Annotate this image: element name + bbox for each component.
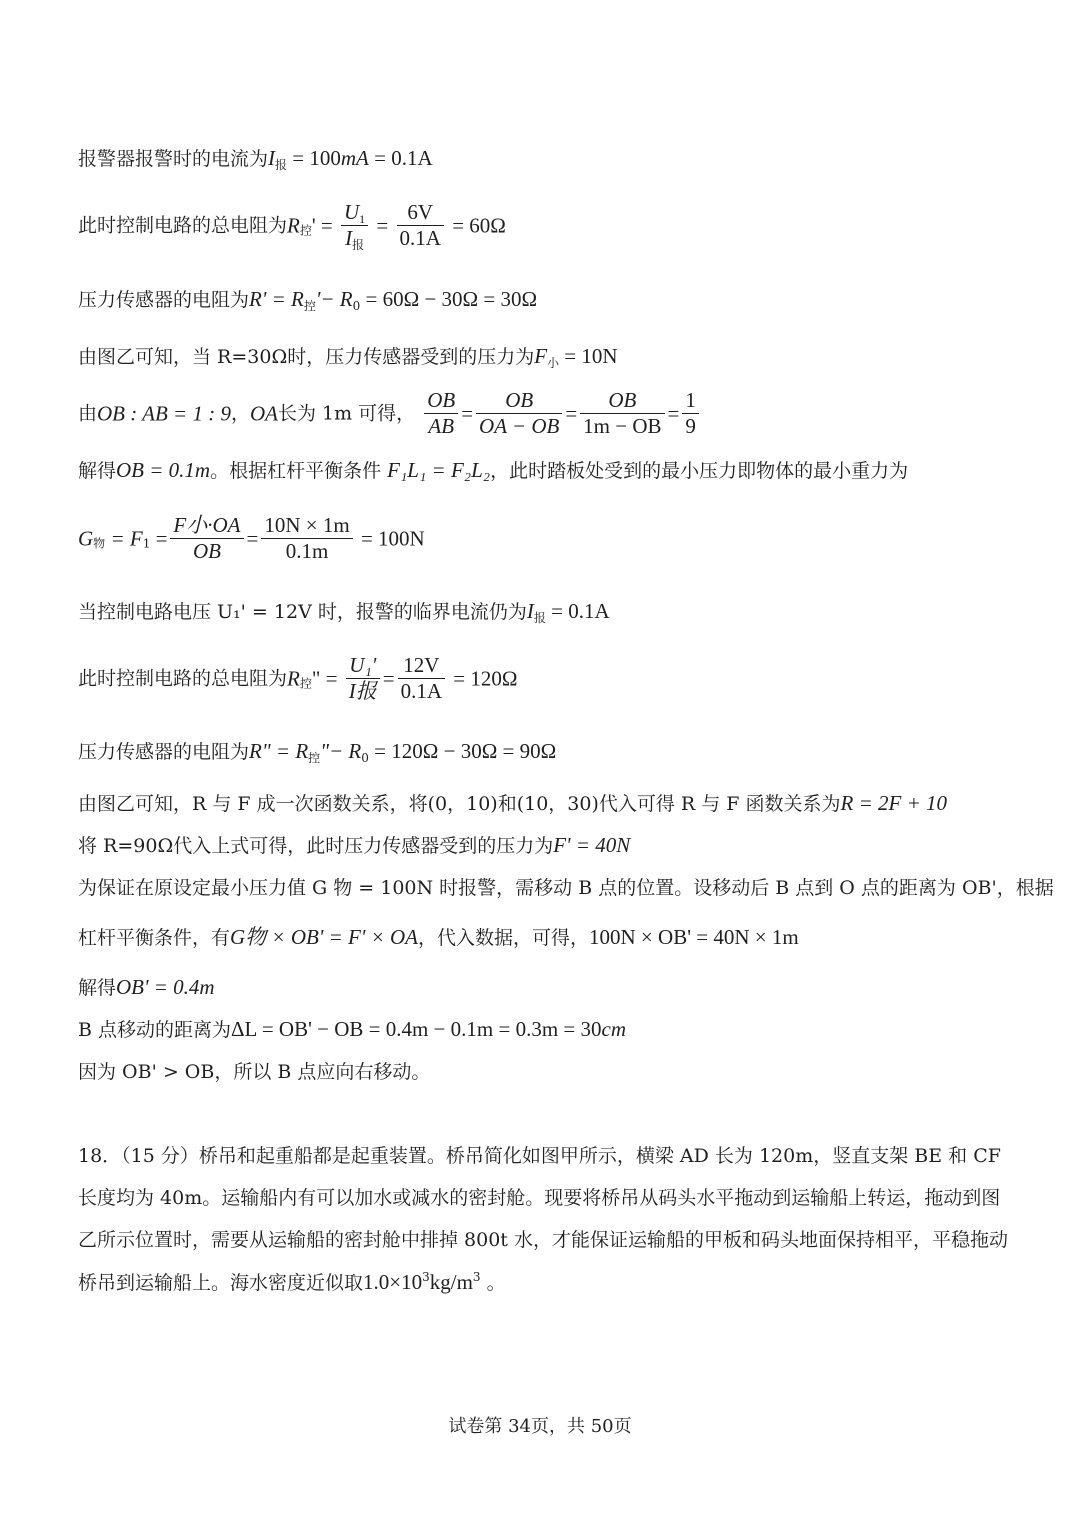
line-pressure-40n: 将 R=90Ω代入上式可得，此时压力传感器受到的压力为F' = 40N <box>78 833 631 857</box>
fraction-1-9: $\frac{1}{9}$ <box>682 388 699 439</box>
text: 报警器报警时的电流为 <box>78 148 269 170</box>
line-total-resistance-1: 此时控制电路的总电阻为$R_控'$ = $\frac{U_1}{I_报}$ = $\frac{6V}{0.1A}$ = 60Ω <box>78 200 506 252</box>
fraction-6v-over-0.1a: $\frac{6V}{0.1A}$ <box>397 200 444 251</box>
line-move-distance: B 点移动的距离为ΔL = OB' − OB = 0.4m − 0.1m = 0.3m = 30cm <box>78 1017 627 1041</box>
line-lever-substitute: 杠杆平衡条件，有G物 × OB' = F' × OA，代入数据，可得，100N × OB' = 40N × 1m <box>78 925 799 949</box>
fraction-f-oa-ob: $\frac{\text{F小·OA}}{OB}$ <box>170 513 243 564</box>
line-conclusion: 因为 OB' > OB，所以 B 点应向右移动。 <box>78 1061 431 1083</box>
line-linear-function: 由图乙可知，R 与 F 成一次函数关系，将(0，10)和(10，30)代入可得 R 与 F 函数关系为R = 2F + 10 <box>78 791 948 815</box>
fraction-ob-ab: $\frac{OB}{AB}$ <box>424 388 458 439</box>
fraction-12v-over-0.1a: $\frac{12V}{0.1A}$ <box>398 653 445 704</box>
line-ob-prime: 解得OB' = 0.4m <box>78 975 215 999</box>
line-pressure-10n: 由图乙可知，当 R=30Ω时，压力传感器受到的压力为$F_小 = 10N$ <box>78 344 618 370</box>
page-footer: 试卷第 34页，共 50页 <box>448 1416 632 1437</box>
line-move-b-point: 为保证在原设定最小压力值 G 物 = 100N 时报警，需移动 B 点的位置。设移动后 B 点到 O 点的距离为 OB'，根据 <box>78 877 1054 899</box>
line-sensor-resistance-2: 压力传感器的电阻为R" = $R_控"- R_0 = 120\Omega - 30\Omega = 90\Omega$ <box>78 739 557 765</box>
line-alarm-current: 报警器报警时的电流为$I_报 = 100mA = 0.1A$ <box>78 146 433 172</box>
fraction-u-over-i: $\frac{U_1}{I_报}$ <box>341 200 368 251</box>
line-lever-balance: 解得OB = 0.1m。根据杠杆平衡条件 F₁L₁ = F₂L₂，此时踏板处受到的最小压力即物体的最小重力为 <box>78 458 909 482</box>
line-total-resistance-2: 此时控制电路的总电阻为$R_控$" = $\frac{\text{U₁'}}{\text{I报}}$ = $\frac{12V}{0.1A}$ = 120Ω <box>78 653 518 703</box>
line-sensor-resistance-1: 压力传感器的电阻为$R' = R_控'- R_0 = 60\Omega - 30\Omega = 30\Omega$ <box>78 287 538 313</box>
line-alarm-current-2: 当控制电路电压 U₁' = 12V 时，报警的临界电流仍为$I_报 = 0.1A$ <box>78 599 610 625</box>
fraction-10n-1m: $\frac{10N \times 1m}{0.1m}$ <box>261 513 352 564</box>
fraction-ob-oa-ob: $\frac{OB}{OA - OB}$ <box>476 388 562 439</box>
line-ratio: 由OB : AB = 1 : 9，OA长为 1m 可得， $\frac{OB}{AB}$ = $\frac{OB}{OA - OB}$ = $\frac{OB}{1m - OB}$ = $\frac{1}{9}$ <box>78 388 1020 439</box>
question-18: 18．（15 分）桥吊和起重船都是起重装置。桥吊简化如图甲所示，横梁 AD 长为 120m，竖直支架 BE 和 CF 长度均为 40m。运输船内有可以加水或减水的密封舱。现要将桥吊从码头水平拖动到运输船上转运，拖动到图乙所示位置时，需要从运输船的密封舱中排掉 800t 水，才能保证运输船的甲板和码头地面保持相平，平稳拖动桥吊到运输船上。海水密度近似取$1.0\times 10^3kg/m^3$ 。 <box>78 1145 1008 1294</box>
line-min-gravity: $G_物 = F_1$ = $\frac{\text{F小·OA}}{OB}$ = $\frac{10N \times 1m}{0.1m}$ = 100N <box>78 513 425 563</box>
fraction-ob-1m-ob: $\frac{OB}{1m - OB}$ <box>580 388 664 439</box>
fraction-u1-over-i: $\frac{\text{U₁'}}{\text{I报}}$ <box>346 653 380 704</box>
